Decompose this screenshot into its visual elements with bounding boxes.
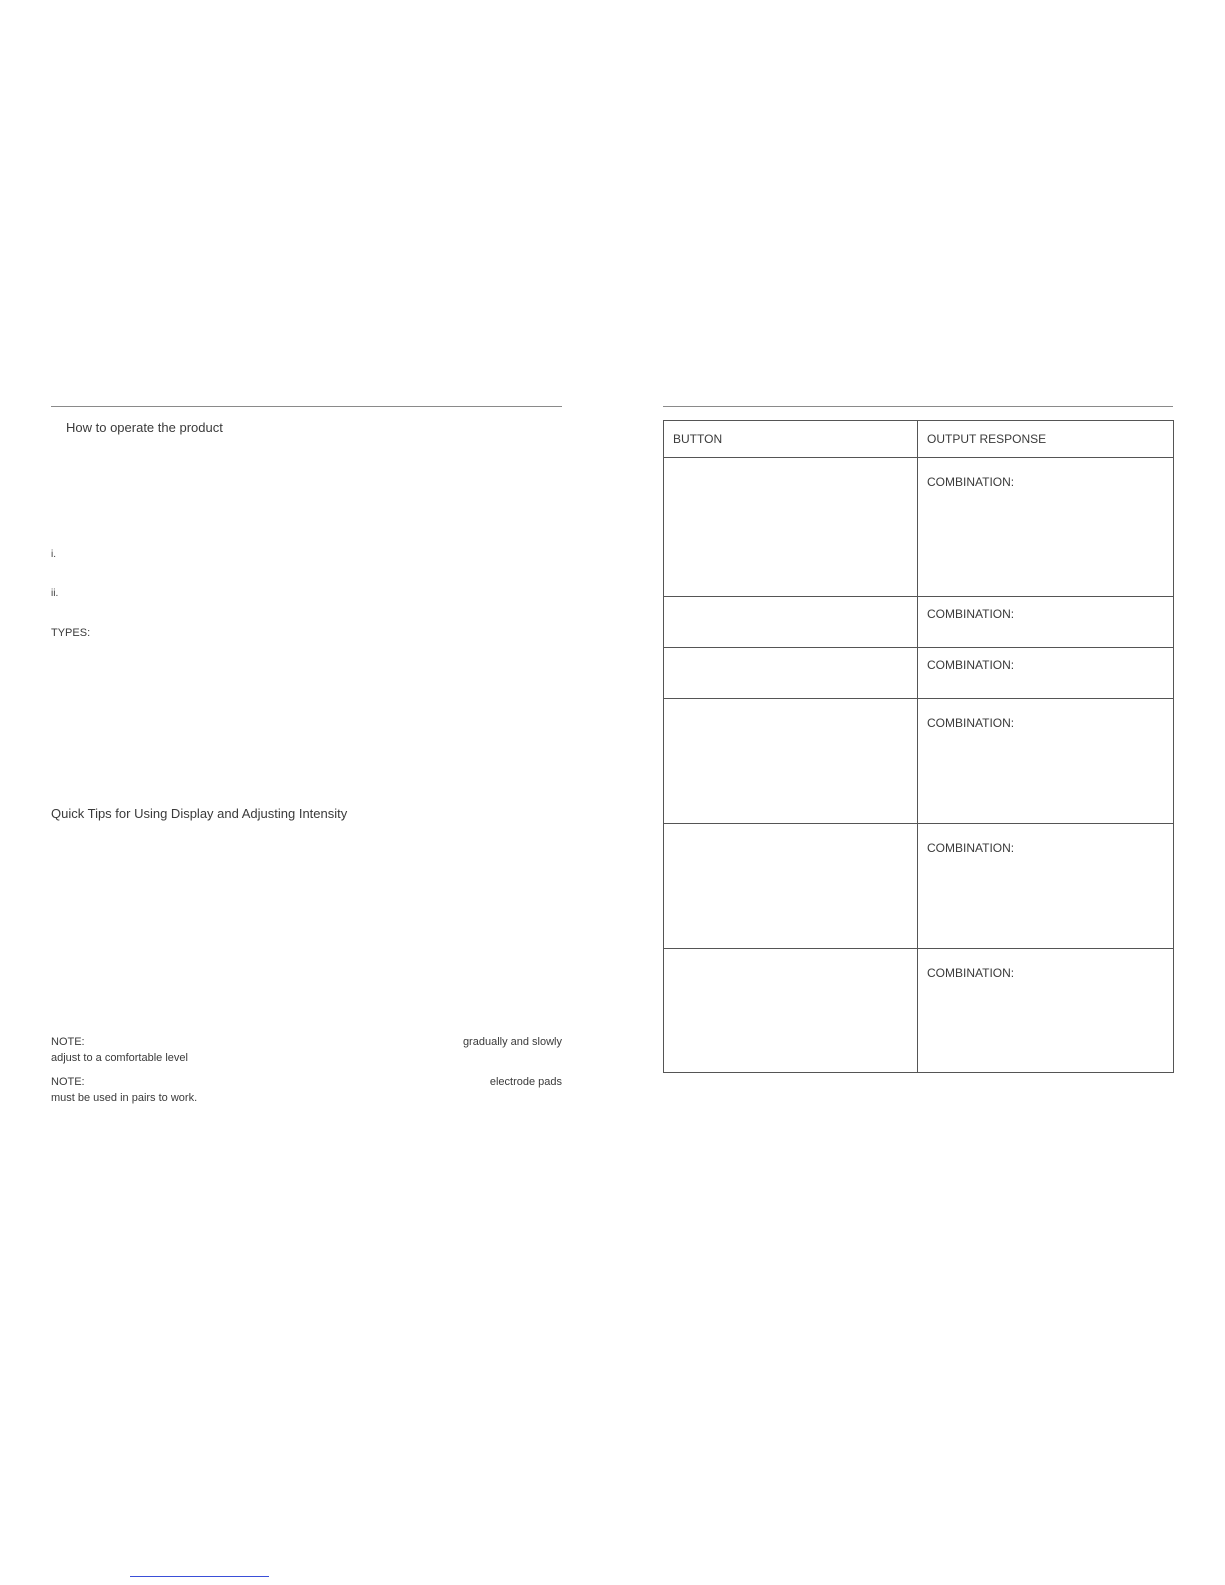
button-cell <box>664 458 918 597</box>
output-cell: COMBINATION: <box>918 648 1174 699</box>
types-label: TYPES: <box>51 627 91 639</box>
tips-title: Quick Tips for Using Display and Adjusting Intensity <box>51 806 348 821</box>
button-cell <box>664 699 918 824</box>
right-page-top-rule <box>663 406 1173 407</box>
button-cell <box>664 824 918 949</box>
button-cell <box>664 648 918 699</box>
output-cell: COMBINATION: <box>918 458 1174 597</box>
table-row <box>664 597 1174 648</box>
button-cell <box>664 949 918 1073</box>
table-row <box>664 699 1174 824</box>
note-2-label: NOTE: <box>51 1076 85 1088</box>
table-row <box>664 648 1174 699</box>
button-output-table <box>663 420 1174 1073</box>
output-cell: COMBINATION: <box>918 597 1174 648</box>
output-cell: COMBINATION: <box>918 824 1174 949</box>
list-marker-1: i. <box>51 549 56 560</box>
header-button: BUTTON <box>664 421 918 458</box>
output-cell: COMBINATION: <box>918 949 1174 1073</box>
note-1-label: NOTE: <box>51 1036 85 1048</box>
section-title: How to operate the product <box>66 420 223 435</box>
note-1-continuation: adjust to a comfortable level <box>51 1052 188 1064</box>
note-2-right-text: electrode pads <box>489 1076 562 1088</box>
output-cell: COMBINATION: <box>918 699 1174 824</box>
table-row <box>664 949 1174 1073</box>
table-row <box>664 458 1174 597</box>
button-cell <box>664 597 918 648</box>
header-output-response: OUTPUT RESPONSE <box>918 421 1174 458</box>
list-marker-2: ii. <box>51 588 59 599</box>
table-row <box>664 824 1174 949</box>
note-1-right-text: gradually and slowly <box>462 1036 562 1048</box>
left-page-top-rule <box>51 406 562 407</box>
table-header-row <box>664 421 1174 458</box>
note-2-continuation: must be used in pairs to work. <box>51 1092 198 1104</box>
footer-link-underline[interactable] <box>130 1576 269 1577</box>
